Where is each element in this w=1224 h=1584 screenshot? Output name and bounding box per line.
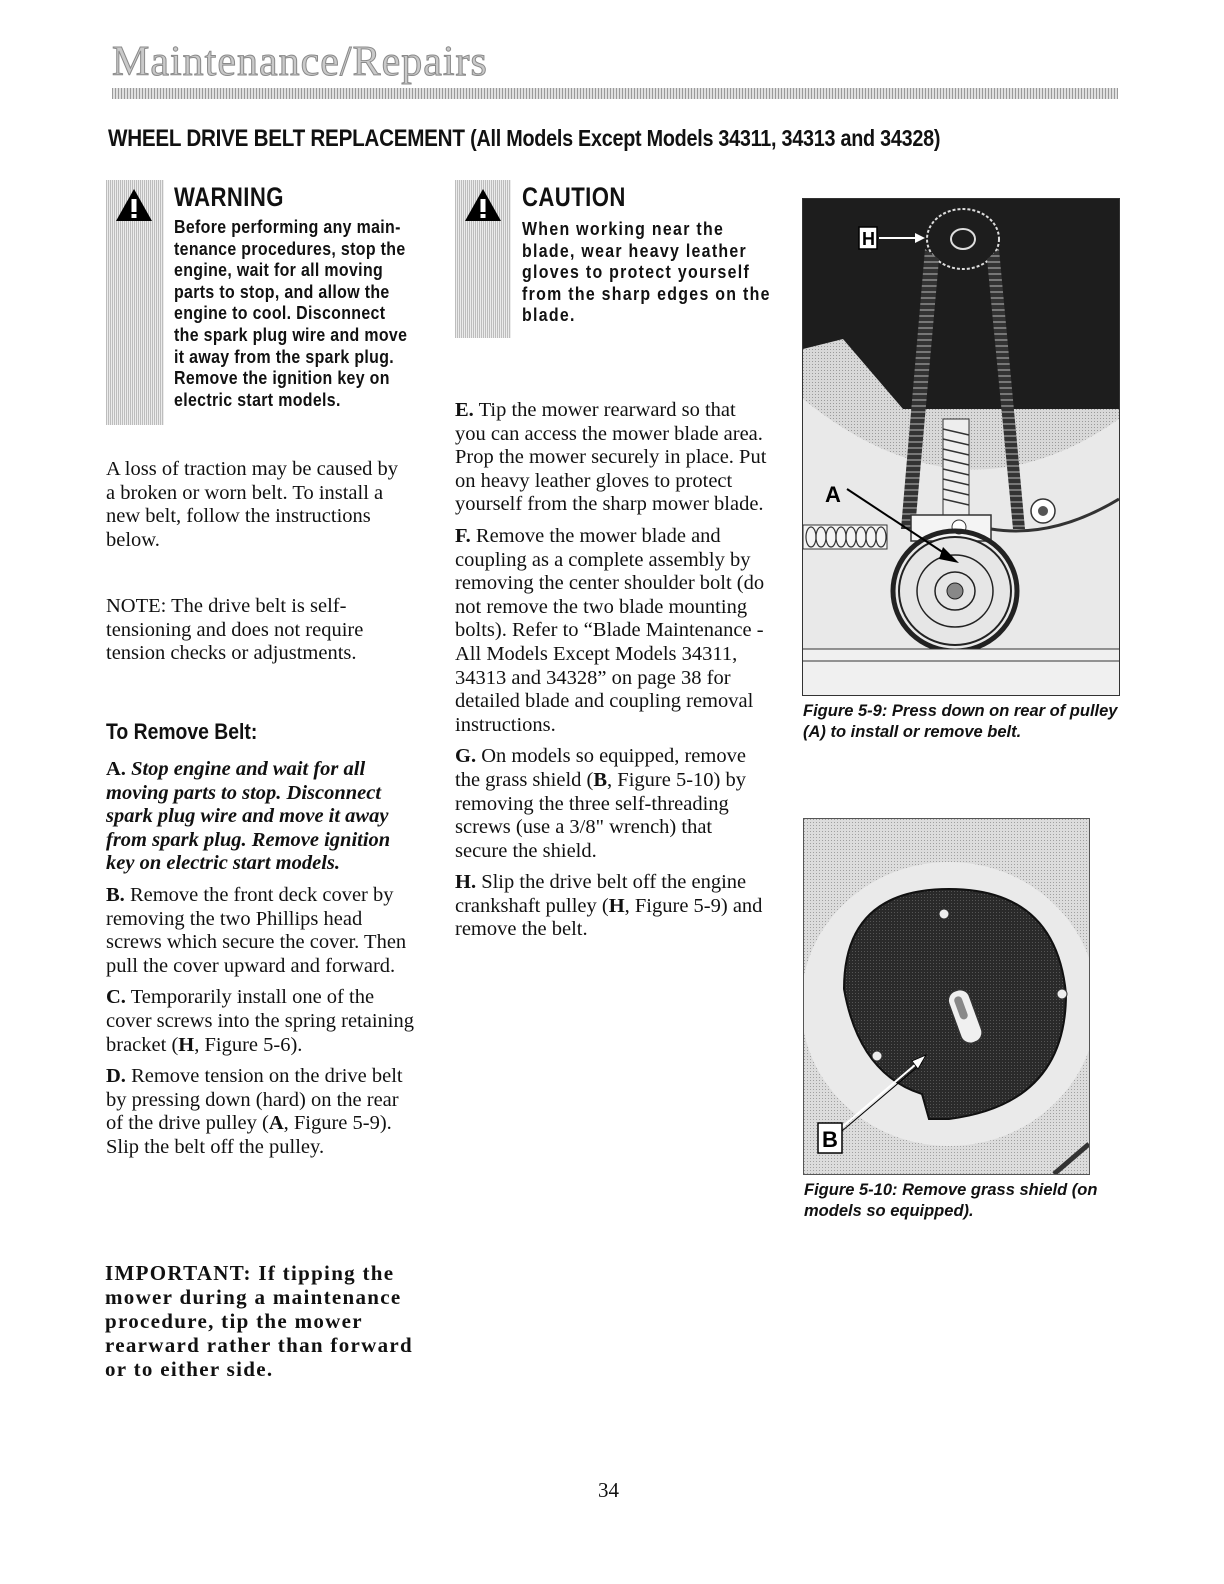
step-f: F. Remove the mower blade and coupling as a complete assembly by removing the center shoulder bolt (do not remove the two blade mounting bolts). Refer to “Blade Maintenance - All Models Except Models 34311, 34313 and 34328” on page 38 for detailed blade and coupling removal instructions. — [455, 524, 765, 736]
note-paragraph: NOTE: The drive belt is self-tensioning and does not require tension checks or adjustments. — [106, 595, 364, 665]
warning-box — [106, 180, 426, 428]
grass-shield-illustration — [804, 819, 1089, 1174]
figure-5-9-caption: Figure 5-9: Press down on rear of pulley (A) to install or remove belt. — [803, 702, 1118, 741]
main-heading — [108, 125, 940, 153]
figure-5-10-label-b: B — [822, 1127, 838, 1152]
figure-5-10 — [803, 818, 1090, 1175]
page-number: 34 — [598, 1478, 619, 1502]
caution-box — [455, 180, 785, 340]
important-notice: IMPORTANT: If tipping the mower during a maintenance procedure, tip the mower rearward rather than forward or to either side. — [105, 1261, 413, 1381]
warning-triangle-icon — [115, 188, 153, 222]
section-title: Maintenance/Repairs — [112, 39, 488, 85]
figure-5-9 — [802, 198, 1120, 696]
figure-5-10-caption: Figure 5-10: Remove grass shield (on models so equipped). — [804, 1181, 1098, 1220]
belt-pulley-illustration — [803, 199, 1119, 695]
warning-title: WARNING — [174, 182, 284, 212]
remove-belt-heading: To Remove Belt: — [106, 719, 258, 744]
caution-text: When working near the blade, wear heavy leather gloves to protect yourself from the sharp edges on the blade. — [522, 218, 771, 326]
intro-paragraph: A loss of traction may be caused by a broken or worn belt. To install a new belt, follow the instructions below. — [106, 458, 399, 551]
figure-5-9-label-h: H — [862, 229, 875, 249]
step-d: D. Remove tension on the drive belt by pressing down (hard) on the rear of the drive pulley (A, Figure 5-9). Slip the belt off the pulley. — [106, 1065, 403, 1158]
step-h: H. Slip the drive belt off the engine crankshaft pulley (H, Figure 5-9) and remove the belt. — [455, 871, 763, 941]
step-b: B. Remove the front deck cover by removing the two Phillips head screws which secure the cover. Then pull the cover upward and forward. — [106, 883, 407, 977]
steps-left — [106, 758, 414, 1168]
warning-text: Before performing any main- tenance procedures, stop the engine, wait for all moving parts to stop, and allow the engine to cool. Disconnect the spark plug wire and move it away from the spark plug. Remove the ignition key on electric start models. — [174, 216, 408, 410]
heading-sub: (All Models Except Models 34311, 34313 and 34328) — [470, 125, 941, 151]
step-g: G. On models so equipped, remove the grass shield (B, Figure 5-10) by removing the three self-threading screws (use a 3/8" wrench) that secure the shield. — [455, 745, 746, 862]
caution-title: CAUTION — [522, 182, 626, 212]
heading-main: WHEEL DRIVE BELT REPLACEMENT — [108, 125, 465, 152]
figure-5-9-label-a: A — [825, 482, 841, 507]
step-c: C. Temporarily install one of the cover screws into the spring retaining bracket (H, Figure 5-6). — [106, 986, 414, 1056]
step-e: E. Tip the mower rearward so that you can access the mower blade area. Prop the mower securely in place. Put on heavy leather gloves to protect yourself from the sharp mower blade. — [455, 399, 767, 516]
note-label: NOTE: — [106, 595, 167, 617]
step-a: A. Stop engine and wait for all moving parts to stop. Disconnect spark plug wire and move it away from spark plug. Remove ignition key on electric start models. — [106, 758, 391, 875]
caution-triangle-icon — [464, 188, 502, 222]
steps-middle — [455, 399, 767, 950]
header-rule — [112, 88, 1118, 99]
